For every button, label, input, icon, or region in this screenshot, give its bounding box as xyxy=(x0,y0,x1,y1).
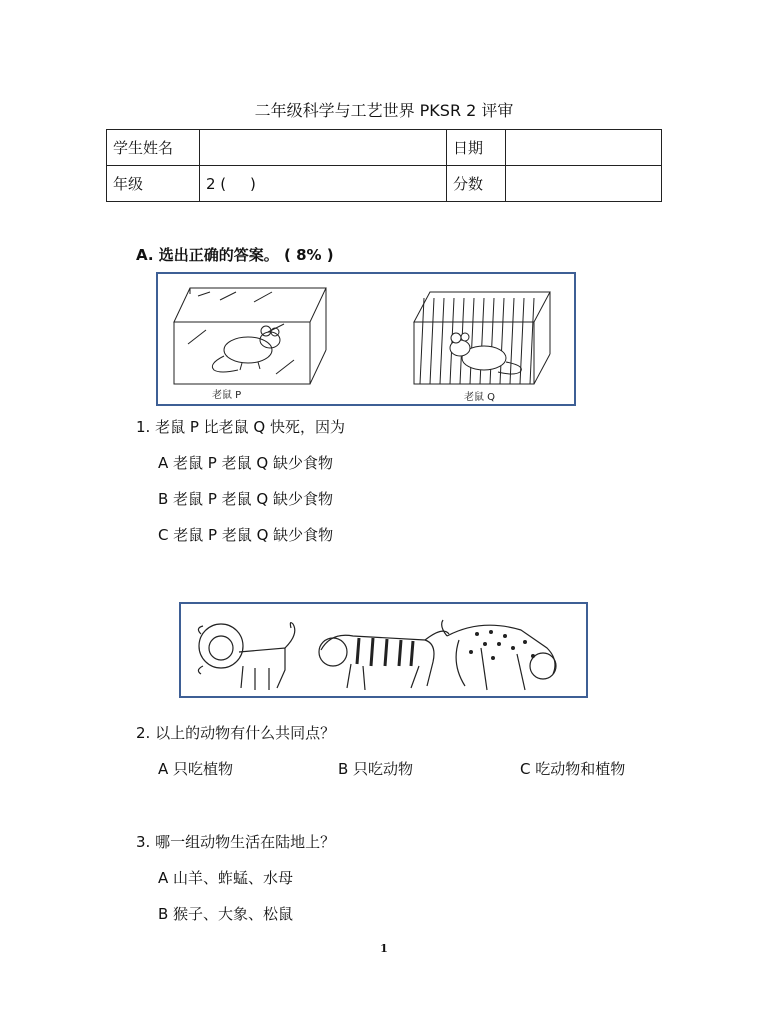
leopard-spot xyxy=(511,646,515,650)
leopard-spot xyxy=(491,656,495,660)
carnivores-illustration xyxy=(181,604,586,696)
q3-option-a[interactable]: A 山羊、蚱蜢、水母 xyxy=(158,869,294,887)
grade-value: 2 ( ) xyxy=(200,166,447,202)
leopard-spot xyxy=(497,642,501,646)
document-title: 二年级科学与工艺世界 PKSR 2 评审 xyxy=(254,101,514,120)
cage-bar xyxy=(430,298,434,384)
page-number: 1 xyxy=(380,942,388,955)
q2-option-a[interactable]: A 只吃植物 xyxy=(158,760,234,778)
cage-bar xyxy=(490,298,494,384)
cage-bar xyxy=(500,298,504,384)
cage-bar xyxy=(420,298,424,384)
cage-bar xyxy=(440,298,444,384)
question-1: 1. 老鼠 P 比老鼠 Q 快死，因为 xyxy=(136,418,346,436)
leopard-spot xyxy=(523,640,527,644)
score-label: 分数 xyxy=(447,166,506,202)
q3-option-b[interactable]: B 猴子、大象、松鼠 xyxy=(158,905,294,923)
cage-bar xyxy=(470,298,474,384)
question-2: 2. 以上的动物有什么共同点？ xyxy=(136,724,336,742)
leopard-spot xyxy=(483,642,487,646)
q2-option-b[interactable]: B 只吃动物 xyxy=(338,760,414,778)
q1-option-a[interactable]: A 老鼠 P 老鼠 Q 缺少食物 xyxy=(158,454,333,472)
section-a-heading: A. 选出正确的答案。 ( 8% ) xyxy=(136,246,334,264)
animals-figure xyxy=(179,602,588,698)
leopard-spot xyxy=(531,654,535,658)
date-field xyxy=(506,130,662,166)
q1-option-c[interactable]: C 老鼠 P 老鼠 Q 缺少食物 xyxy=(158,526,334,544)
student-info-table xyxy=(106,129,662,202)
leopard-spot xyxy=(475,632,479,636)
cage-bar xyxy=(530,298,534,384)
mouse-cages-illustration xyxy=(158,274,574,404)
name-label: 学生姓名 xyxy=(107,130,200,166)
q1-option-b[interactable]: B 老鼠 P 老鼠 Q 缺少食物 xyxy=(158,490,333,508)
leopard-spot xyxy=(469,650,473,654)
q2-option-c[interactable]: C 吃动物和植物 xyxy=(520,760,626,778)
mouse-figure xyxy=(156,272,576,406)
question-3: 3. 哪一组动物生活在陆地上？ xyxy=(136,833,336,851)
date-label: 日期 xyxy=(447,130,506,166)
cage-bar xyxy=(510,298,514,384)
grade-label: 年级 xyxy=(107,166,200,202)
label-mouse-q: 老鼠 Q xyxy=(464,392,496,403)
score-field xyxy=(506,166,662,202)
cage-bar xyxy=(480,298,484,384)
label-mouse-p: 老鼠 P xyxy=(212,390,242,401)
leopard-spot xyxy=(489,630,493,634)
name-field xyxy=(200,130,447,166)
leopard-spot xyxy=(503,634,507,638)
